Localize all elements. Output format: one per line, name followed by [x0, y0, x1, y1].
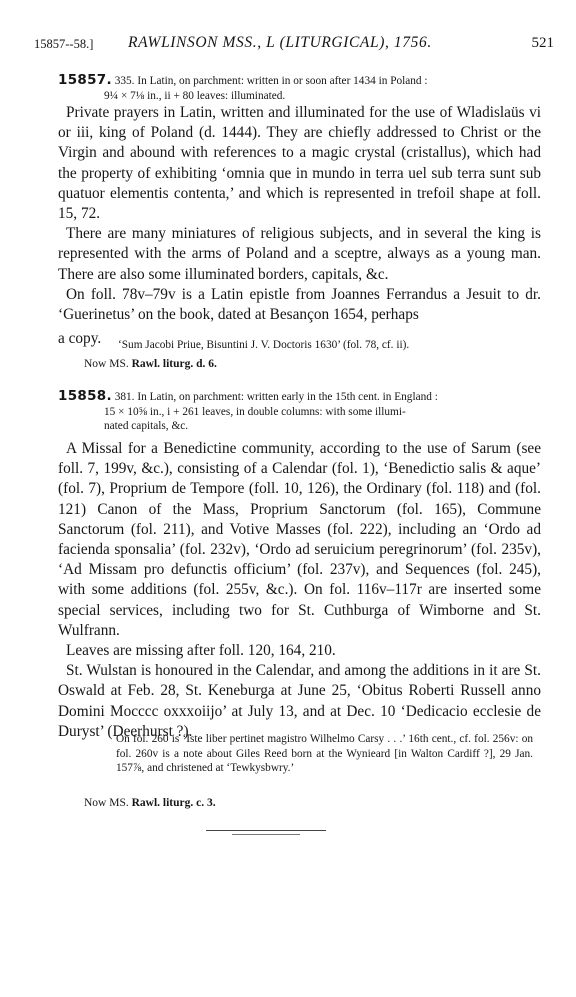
running-title: RAWLINSON MSS., L (LITURGICAL), 1756. — [128, 34, 432, 51]
entry-number: 15858. — [58, 388, 112, 404]
entry-15857-paragraph-1: Private prayers in Latin, written and illuminated for the use of Wladislaüs vi or iii, king of Poland (d. 1444). They are chiefly addressed to Christ or the Virgin and abound with references to a magic crystal (cristallus), which had the property of exhibiting ‘omnia que in mundo in terra uel sub terra sunt sub quatuor elementis contenta,’ and which is represented in trefoil shape at foll. 15, 72. — [58, 104, 541, 223]
entry-15857-heading — [58, 72, 544, 103]
entry-15857-copy-text: a copy. — [58, 330, 102, 347]
entry-15857-copy — [58, 329, 118, 349]
entry-15857-inscription-note: ‘Sum Jacobi Priue, Bisuntini J. V. Doctoris 1630’ (fol. 78, cf. ii). — [118, 339, 410, 351]
entry-15857-paragraph-3: On foll. 78v–79v is a Latin epistle from Joannes Ferrandus a Jesuit to dr. ‘Guerinetus’ on the book, dated at Besançon 1654, perhaps — [58, 285, 541, 324]
entry-description-line2: 15 × 10⅝ in., i + 261 leaves, in double columns: with some illumi- — [104, 405, 406, 418]
entry-range: 15857--58.] — [34, 37, 94, 51]
entry-description-line1: 335. In Latin, on parchment: written in or soon after 1434 in Poland : — [114, 75, 428, 87]
shelfmark-prefix: Now MS. — [84, 797, 129, 809]
page-number: 521 — [531, 35, 554, 51]
end-rule — [206, 830, 326, 831]
entry-15858-shelfmark — [84, 797, 216, 809]
entry-15857-paragraph-2: There are many miniatures of religious subjects, and in several the king is represented with the arms of Poland and a sceptre, always as a young man. There are also some illuminated borders, capitals, &c. — [58, 225, 541, 283]
running-header — [34, 34, 554, 54]
entry-description-line2: 9¼ × 7⅛ in., ii + 80 leaves: illuminated. — [104, 89, 286, 102]
entry-number: 15857. — [58, 72, 112, 88]
shelfmark-value: Rawl. liturg. d. 6. — [131, 358, 217, 370]
entry-15858-ownership-note: On fol. 260 is ‘Iste liber pertinet magistro Wilhelmo Carsy . . .’ 16th cent., cf. fol. 256v: on fol. 260v is a note about Giles Reed born at the Wynieard [in Walton Cardiff ?], 29 Jan. 157⅞, and christened at ‘Tewkysbwry.’ — [116, 733, 533, 774]
entry-15858-paragraph-3: St. Wulstan is honoured in the Calendar, and among the additions in it are St. Oswald at Feb. 28, St. Keneburga at June 25, ‘Obitus Roberti Russell anno Domini Mocccc oxxxoiijo’ at July 13, and at Dec. 10 ‘Dedicacio ecclesie de Duryst’ (Deerhurst ?). — [58, 662, 541, 740]
entry-description-line3: nated capitals, &c. — [104, 420, 189, 432]
shelfmark-value: Rawl. liturg. c. 3. — [131, 797, 216, 809]
entry-15858-paragraph-2: Leaves are missing after foll. 120, 164, 210. — [66, 642, 336, 660]
shelfmark-prefix: Now MS. — [84, 358, 129, 370]
entry-15858-body — [58, 439, 541, 742]
entry-15858-heading — [58, 388, 544, 434]
entry-15857-shelfmark — [84, 358, 217, 370]
entry-15857-body — [58, 103, 541, 325]
entry-description-line1: 381. In Latin, on parchment: written early in the 15th cent. in England : — [114, 391, 438, 403]
end-rule-short — [232, 834, 300, 835]
entry-15858-paragraph-1: A Missal for a Benedictine community, according to the use of Sarum (see foll. 7, 199v, &c.), consisting of a Calendar (fol. 1), ‘Benedictio salis & aque’ (fol. 7), Proprium de Tempore (foll. 10, 126), the Ordinary (fol. 118) and (fol. 121) Canon of the Mass, Proprium Sanctorum (fol. 165), Commune Sanctorum (fol. 211), and Votive Masses (fol. 222), including an ‘Ordo ad facienda sponsalia’ (fol. 232v), ‘Ordo ad seruicium peregrinorum’ (fol. 235v), ‘Ad Missam pro defunctis officium’ (fol. 237v), and Sequences (fol. 245), with some additions (fol. 255v, &c.). On fol. 116v–117r are inserted some special services, including two for St. Cuthburga of Wimborne and St. Wulfrann. — [58, 440, 541, 639]
